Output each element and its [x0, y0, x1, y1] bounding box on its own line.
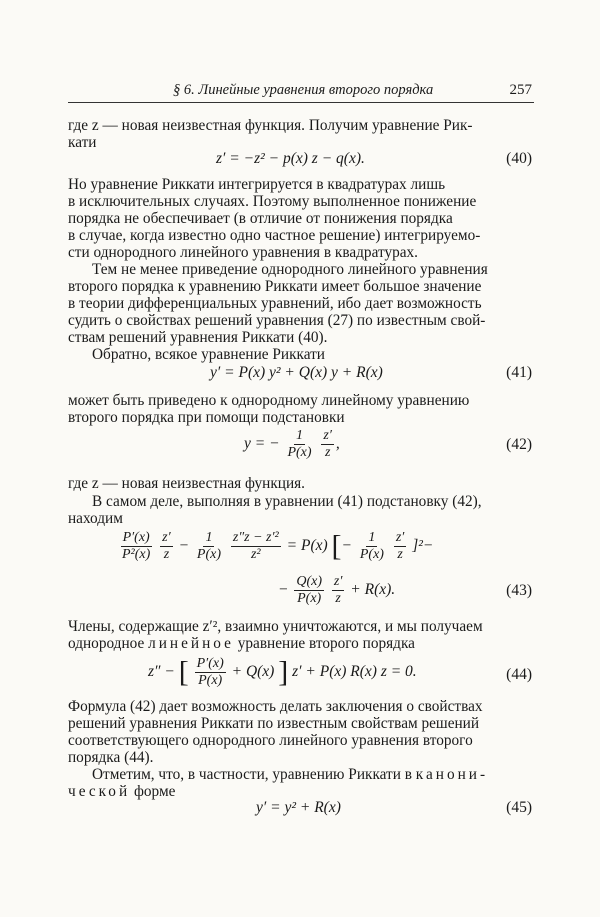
equation-44 [68, 656, 534, 696]
text-line: Обратно, всякое уравнение Риккати [92, 346, 325, 363]
fraction: $\frac{\text{z″z − z′²}}{\text{z²}}$ [232, 530, 279, 562]
text-line: в исключительных случаях. Поэтому выполненное понижение [68, 193, 477, 210]
text-line: однородное линейное уравнение второго порядка [68, 635, 415, 652]
fraction: $\frac{Q(x)}{P(x)}$ [296, 574, 322, 606]
text-line: где z — новая неизвестная функция. Получим уравнение Рик- [68, 117, 473, 134]
text-line: Но уравнение Риккати интегрируется в квадратурах лишь [68, 176, 446, 193]
text-line: может быть приведено к однородному линейному уравнению [68, 392, 470, 409]
paragraph-9 [68, 698, 534, 766]
text-line: В самом деле, выполняя в уравнении (41) подстановку (42), [92, 493, 482, 510]
equation-number: (44) [506, 666, 532, 683]
equation-line-2: − $\frac{Q(x)}{P(x)}$ $\frac{z'}{z}$ + R(x). [278, 574, 396, 606]
paragraph-7 [68, 493, 534, 527]
equation-formula: y = − $\frac{1}{P(x)}$ $\frac{z'}{z}$ , [244, 428, 340, 460]
equation-number: (41) [506, 364, 532, 381]
equation-number: (45) [506, 799, 532, 816]
fraction: $\frac{1}{P(x)}$ [287, 428, 312, 460]
equation-formula: y′ = P(x) y² + Q(x) y + R(x) [210, 364, 383, 381]
fraction: $\frac{z'}{z}$ [333, 574, 343, 606]
fraction: $\frac{z'}{z}$ [323, 428, 332, 460]
text-line: ческой форме [68, 783, 176, 800]
fraction: $\frac{P'(x)}{P(x)}$ [196, 656, 224, 688]
equation-41 [68, 364, 534, 386]
running-header [68, 80, 534, 103]
fraction: $\frac{z'}{z}$ [395, 530, 405, 562]
paragraph-3 [68, 261, 534, 346]
fraction: $\frac{P'(x)}{\text{P²(x)}}$ [122, 530, 151, 562]
text-line: в теории дифференциальных уравнений, ибо дает возможность [68, 295, 482, 312]
page-number: 257 [509, 82, 532, 98]
spaced-emphasis: канони- [415, 766, 489, 783]
equation-formula: z″ − [ $\frac{P'(x)}{P(x)}$ + Q(x) ] z′ + P(x) R(x) z = 0. [148, 655, 417, 689]
text-line: находим [68, 510, 123, 527]
text-line: второго порядка при помощи подстановки [68, 409, 345, 426]
text-line: ствам решений уравнения Риккати (40). [68, 329, 328, 346]
equation-45 [68, 799, 534, 821]
paragraph-2 [68, 176, 534, 261]
text-line: Формула (42) дает возможность делать заключения о свойствах [68, 698, 483, 715]
paragraph-4 [68, 346, 534, 363]
fraction: $\frac{1}{P(x)}$ [359, 530, 384, 562]
text-line: сти однородного линейного уравнения в квадратурах. [68, 244, 419, 261]
spaced-emphasis: ческой [68, 783, 131, 800]
text-line: судить о свойствах решений уравнения (27) по известным свой- [68, 312, 486, 329]
equation-number: (42) [506, 436, 532, 453]
equation-line-1: $\frac{P'(x)}{\text{P²(x)}}$ $\frac{z'}{z}$ − $\frac{1}{P(x)}$ $\frac{\text{z″z − z′²}}{\text{z²}}$ = P(x) [− $\frac{1}{P(x)}$ $\frac{z'}{z}$ ]²− [122, 529, 434, 563]
equation-formula: z′ = −z² − p(x) z − q(x). [216, 150, 365, 167]
text-line: Члены, содержащие z′², взаимно уничтожаются, и мы получаем [68, 618, 483, 635]
fraction: $\frac{z'}{z}$ [162, 530, 171, 562]
text-line: решений уравнения Риккати по известным свойствам решений [68, 715, 480, 732]
equation-43 [68, 530, 534, 614]
equation-number: (40) [506, 150, 532, 167]
equation-number: (43) [506, 582, 532, 599]
spaced-emphasis: линейное [148, 635, 234, 652]
text-line: кати [68, 134, 97, 151]
eq-lhs: y = − [244, 435, 280, 453]
chapter-title: § 6. Линейные уравнения второго порядка [173, 82, 434, 98]
paragraph-1 [68, 117, 534, 151]
text-line: Тем не менее приведение однородного линейного уравнения [92, 261, 488, 278]
text-line: в случае, когда известно одно частное решение) интегрируемо- [68, 227, 481, 244]
paragraph-5 [68, 392, 534, 426]
paragraph-10 [68, 766, 534, 800]
text-line: второго порядка к уравнению Риккати имеет большое значение [68, 278, 482, 295]
equation-42 [68, 428, 534, 468]
text-line: где z — новая неизвестная функция. [68, 475, 305, 492]
text-line: порядка (44). [68, 749, 154, 766]
equation-40 [68, 150, 534, 172]
text-line: Отметим, что, в частности, уравнению Риккати в канони- [92, 766, 489, 783]
fraction: $\frac{1}{P(x)}$ [196, 530, 221, 562]
paragraph-8 [68, 618, 534, 652]
paragraph-6 [68, 475, 534, 492]
equation-formula: y′ = y² + R(x) [256, 799, 341, 816]
text-line: порядка не обеспечивает (в отличие от понижения порядка [68, 210, 453, 227]
text-line: соответствующего однородного линейного уравнения второго [68, 732, 473, 749]
